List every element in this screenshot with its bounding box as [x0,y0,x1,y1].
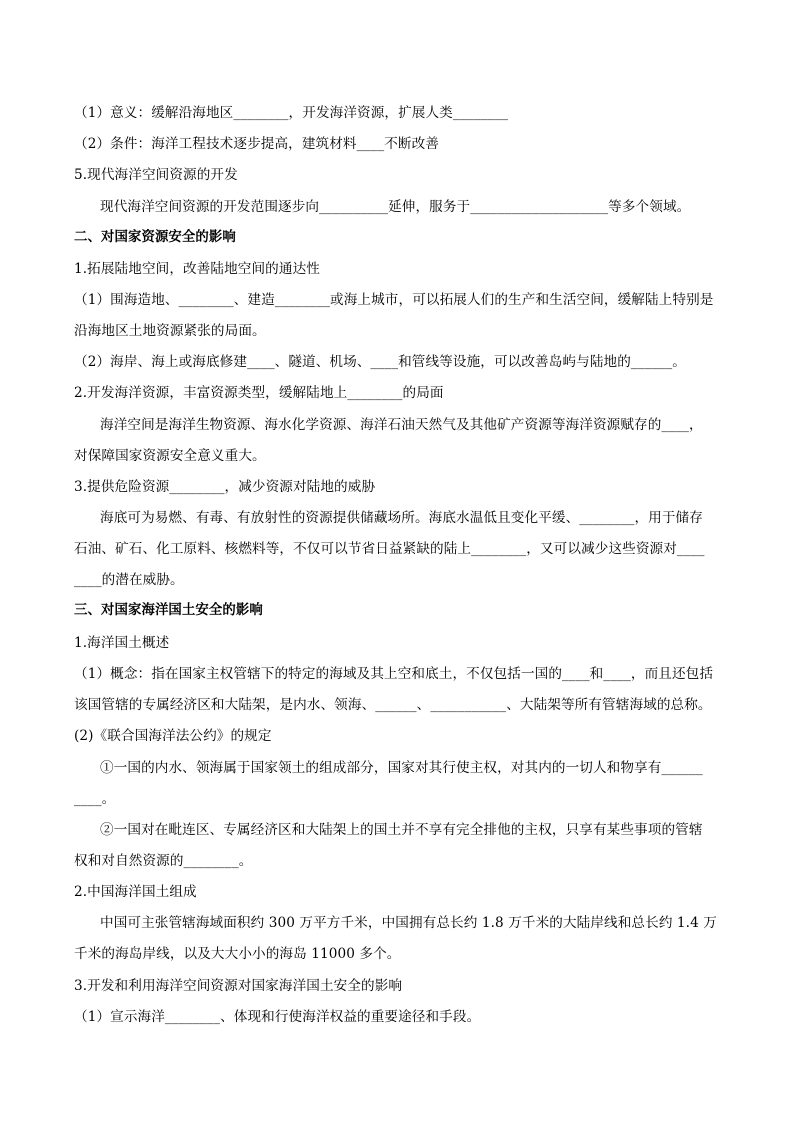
text-line-21: (2)《联合国海洋法公约》的规定 [74,728,272,744]
text-line-4: 现代海洋空间资源的开发范围逐步向__________延伸，服务于____________________等多个领域。 [100,199,691,215]
text-line-26: 2.中国海洋国土组成 [74,884,197,900]
text-line-10: 2.开发海洋资源，丰富资源类型，缓解陆地上________的局面 [74,385,444,401]
text-line-22: ①一国的内水、领海属于国家领土的组成部分，国家对其行使主权，对其内的一切人和物享有______ [100,760,703,776]
text-line-23: ____。 [74,791,116,807]
text-line-16: ____的潜在威胁。 [74,572,184,588]
text-line-9: （2）海岸、海上或海底修建____、隧道、机场、____和管线等设施，可以改善岛屿与陆地的______。 [74,354,686,370]
text-line-20: 该国管辖的专属经济区和大陆架，是内水、领海、______、___________、大陆架等所有管辖海域的总称。 [74,697,712,713]
text-line-15: 石油、矿石、化工原料、核燃料等，不仅可以节省日益紧缺的陆上________，又可以减少这些资源对____ [74,541,705,557]
text-line-19: （1）概念：指在国家主权管辖下的特定的海域及其上空和底土，不仅包括一国的____和____，而且还包括 [74,666,714,682]
text-line-13: 3.提供危险资源________，减少资源对陆地的威胁 [74,479,376,495]
text-line-24: ②一国对在毗连区、专属经济区和大陆架上的国土并不享有完全排他的主权，只享有某些事项的管辖 [100,822,703,838]
text-line-25: 权和对自然资源的________。 [74,853,253,869]
text-line-12: 对保障国家资源安全意义重大。 [74,448,266,464]
text-line-8: 沿海地区土地资源紧张的局面。 [74,323,266,339]
text-line-27: 中国可主张管辖海域面积约 300 万平方千米，中国拥有总长约 1.8 万千米的大陆岸线和总长约 1.4 万 [100,915,717,931]
text-line-11: 海洋空间是海洋生物资源、海水化学资源、海洋石油天然气及其他矿产资源等海洋资源赋存的____， [100,417,703,433]
text-line-14: 海底可为易燃、有毒、有放射性的资源提供储藏场所。海底水温低且变化平缓、________，用于储存 [100,510,703,526]
text-line-3: 5.现代海洋空间资源的开发 [74,167,238,183]
text-line-6: 1.拓展陆地空间，改善陆地空间的通达性 [74,261,320,277]
text-line-18: 1.海洋国土概述 [74,635,170,651]
section-heading-2: 二、对国家资源安全的影响 [74,230,236,245]
section-heading-3: 三、对国家海洋国土安全的影响 [74,603,263,618]
text-line-29: 3.开发和利用海洋空间资源对国家海洋国土安全的影响 [74,978,403,994]
text-line-1: （1）意义：缓解沿海地区________，开发海洋资源，扩展人类________ [74,105,509,121]
text-line-7: （1）围海造地、________、建造________或海上城市，可以拓展人们的生产和生活空间，缓解陆上特别是 [74,292,714,308]
text-line-30: （1）宣示海洋________、体现和行使海洋权益的重要途径和手段。 [74,1009,481,1025]
text-line-2: （2）条件：海洋工程技术逐步提高，建筑材料____不断改善 [74,136,439,152]
text-line-28: 千米的海岛岸线，以及大大小小的海岛 11000 多个。 [74,946,401,962]
